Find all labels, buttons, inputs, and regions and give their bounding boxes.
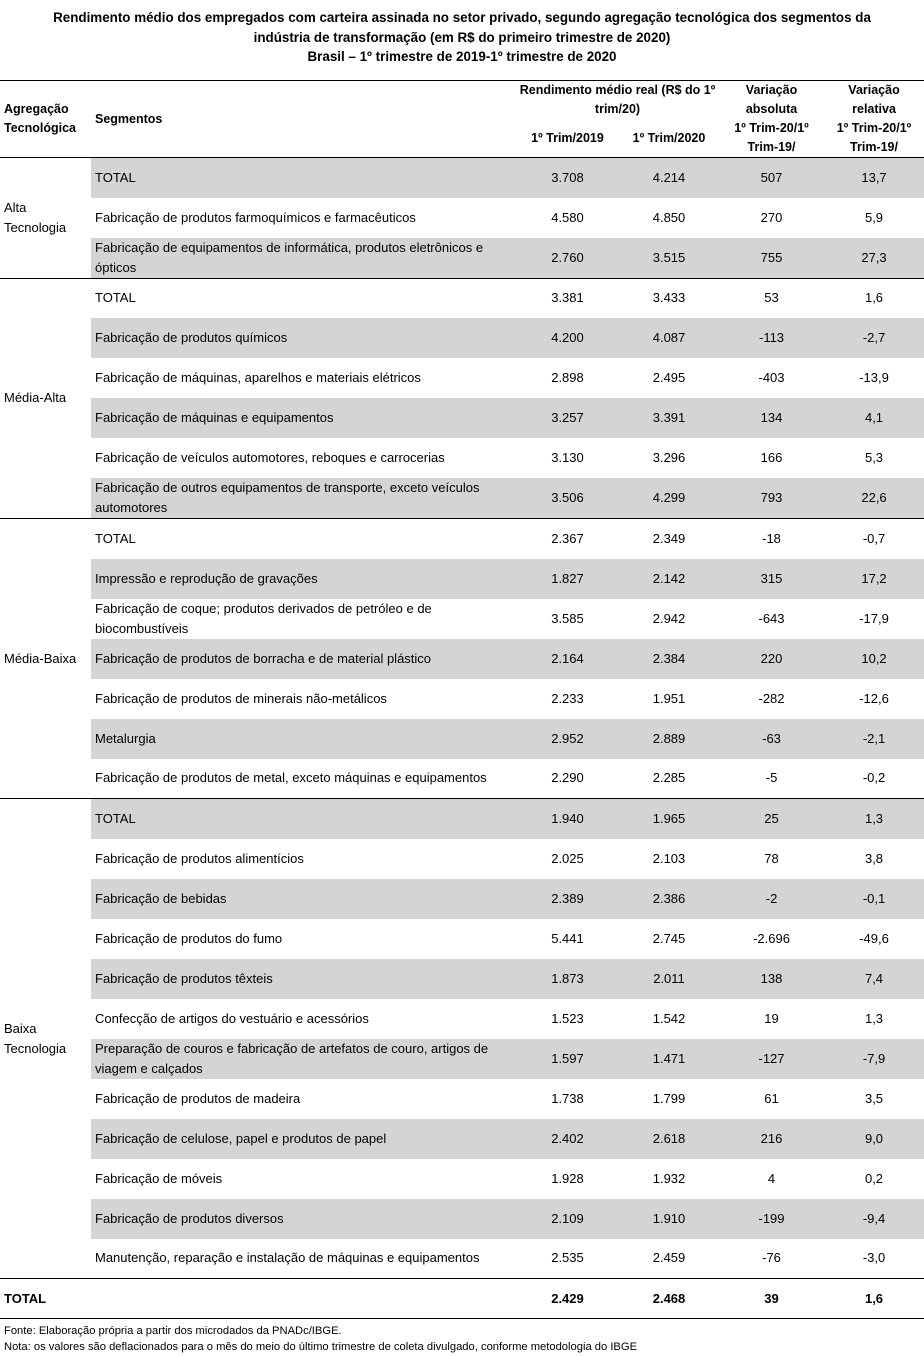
segment-cell: Fabricação de produtos do fumo: [95, 930, 283, 946]
var-abs-cell: 270: [760, 209, 783, 225]
segment-cell: Fabricação de veículos automotores, reboques e carrocerias: [95, 450, 445, 465]
group-total-row: [0, 799, 924, 839]
header-col-2020: 1º Trim/2020: [619, 119, 719, 158]
var-abs-cell: 507: [719, 158, 824, 198]
var-rel-cell: 3,5: [864, 1090, 884, 1106]
value-2020-cell: 4.214: [619, 158, 719, 198]
table-row: [0, 318, 924, 358]
value-2019-cell: 2.952: [516, 719, 619, 759]
segment-cell: Fabricação de produtos de borracha e de material plástico: [91, 639, 516, 679]
var-abs-cell: 53: [719, 278, 824, 318]
value-2020-cell: 3.515: [619, 238, 719, 279]
value-2019-cell: 3.506: [516, 478, 619, 519]
table-row: [0, 879, 924, 919]
var-abs-cell: -63: [719, 719, 824, 759]
value-2020-cell: 2.011: [619, 959, 719, 999]
header-agg: Agregação Tecnológica: [0, 81, 91, 158]
value-2019-cell: 3.708: [516, 158, 619, 198]
table-body: [0, 158, 924, 1319]
group-label: Baixa Tecnologia: [0, 799, 91, 1279]
table-row: [0, 238, 924, 279]
header-var-rel: Variação relativa: [824, 81, 924, 120]
segment-cell: Fabricação de produtos de madeira: [95, 1090, 301, 1106]
table-row: [0, 1159, 924, 1199]
var-abs-cell: -127: [719, 1039, 824, 1079]
segment-cell: Fabricação de celulose, papel e produtos de papel: [91, 1119, 516, 1159]
segment-cell: Fabricação de produtos farmoquímicos e farmacêuticos: [95, 209, 416, 225]
table-row: [0, 398, 924, 438]
var-rel-cell: 4,1: [824, 398, 924, 438]
group-total-row: [0, 158, 924, 198]
title-line-3: Brasil – 1º trimestre de 2019-1º trimestre de 2020: [307, 49, 617, 64]
var-abs-cell: 166: [760, 450, 783, 465]
value-2019-cell: 1.940: [516, 799, 619, 839]
var-abs-cell: -113: [719, 318, 824, 358]
var-rel-cell: 13,7: [824, 158, 924, 198]
var-rel-cell: -12,6: [859, 690, 889, 706]
var-abs-cell: 315: [719, 559, 824, 599]
var-abs-cell: -76: [762, 1250, 781, 1266]
value-2020-cell: 2.384: [619, 639, 719, 679]
var-abs-cell: 134: [719, 398, 824, 438]
group-label: Média-Baixa: [0, 519, 91, 799]
table-row: [0, 1239, 924, 1279]
header-var-abs: Variação absoluta: [719, 81, 824, 120]
table-row: [0, 1039, 924, 1079]
table-row: [0, 559, 924, 599]
var-abs-cell: 216: [719, 1119, 824, 1159]
table-row: [0, 438, 924, 478]
value-2019-cell: 4.200: [516, 318, 619, 358]
value-2020-cell: 2.142: [619, 559, 719, 599]
value-2020-cell: 2.103: [652, 850, 686, 866]
value-2019-cell: 3.257: [516, 398, 619, 438]
value-2019-cell: 4.580: [551, 209, 584, 225]
segment-cell: TOTAL: [91, 799, 516, 839]
var-abs-cell: 220: [719, 639, 824, 679]
table-row: [0, 719, 924, 759]
var-rel-cell: -17,9: [859, 610, 889, 626]
var-rel-cell: 5,9: [864, 209, 884, 225]
segment-cell: Fabricação de produtos têxteis: [91, 959, 516, 999]
group-total-row: [0, 278, 924, 318]
var-rel-cell: -2,7: [824, 318, 924, 358]
segment-cell: Manutenção, reparação e instalação de máquinas e equipamentos: [95, 1250, 480, 1266]
value-2020-cell: 2.386: [619, 879, 719, 919]
value-2020-cell: 2.618: [619, 1119, 719, 1159]
segment-cell: TOTAL: [91, 158, 516, 198]
var-abs-cell: 138: [719, 959, 824, 999]
value-2020-cell: 3.296: [652, 450, 686, 465]
value-2020-cell: 1.932: [652, 1170, 686, 1186]
var-rel-cell: 0,2: [864, 1170, 884, 1186]
segment-cell: Fabricação de equipamentos de informática, produtos eletrônicos e ópticos: [91, 238, 516, 279]
value-2019-cell: 2.164: [516, 639, 619, 679]
group-label: Média-Alta: [0, 278, 91, 519]
value-2019-cell: 1.928: [551, 1170, 584, 1186]
var-abs-cell: -5: [765, 770, 778, 786]
segment-cell: Impressão e reprodução de gravações: [91, 559, 516, 599]
var-rel-cell: -49,6: [859, 930, 889, 946]
table-title: [0, 0, 924, 64]
segment-cell: Fabricação de móveis: [95, 1170, 223, 1186]
value-2020-cell: 2.459: [652, 1250, 686, 1266]
value-2019-cell: 3.381: [516, 278, 619, 318]
grand-total-label: TOTAL: [0, 1279, 516, 1319]
segment-cell: Fabricação de produtos de metal, exceto máquinas e equipamentos: [95, 770, 487, 786]
value-2019-cell: 3.130: [551, 450, 584, 465]
table-row: [0, 839, 924, 879]
value-2019-cell: 2.233: [551, 690, 584, 706]
segment-cell: Confecção de artigos do vestuário e acessórios: [95, 1010, 369, 1026]
var-rel-cell: 3,8: [864, 850, 884, 866]
total-2020-cell: 2.468: [619, 1279, 719, 1319]
var-abs-cell: -2.696: [753, 930, 790, 946]
var-rel-cell: 1,3: [864, 1010, 884, 1026]
header-segments: Segmentos: [91, 81, 516, 158]
title-line-2: indústria de transformação (em R$ do primeiro trimestre de 2020): [253, 29, 671, 45]
value-2020-cell: 4.850: [652, 209, 686, 225]
value-2020-cell: 1.951: [652, 690, 686, 706]
var-rel-cell: 27,3: [824, 238, 924, 279]
segment-cell: Preparação de couros e fabricação de artefatos de couro, artigos de viagem e calçados: [91, 1039, 516, 1079]
var-abs-cell: -199: [719, 1199, 824, 1239]
segment-cell: Fabricação de produtos diversos: [91, 1199, 516, 1239]
var-rel-cell: 7,4: [824, 959, 924, 999]
value-2020-cell: 2.889: [619, 719, 719, 759]
table-row: [0, 679, 924, 719]
var-rel-cell: -0,1: [824, 879, 924, 919]
table-row: [0, 1199, 924, 1239]
var-rel-cell: 1,3: [824, 799, 924, 839]
header-rendimento: Rendimento médio real (R$ do 1º trim/20): [516, 81, 719, 120]
table-row: [0, 999, 924, 1039]
table-row: [0, 599, 924, 639]
var-rel-cell: 5,3: [864, 450, 884, 465]
value-2019-cell: 2.898: [551, 370, 584, 385]
var-rel-cell: -7,9: [824, 1039, 924, 1079]
var-abs-cell: -2: [719, 879, 824, 919]
value-2019-cell: 1.738: [551, 1090, 584, 1106]
segment-cell: Metalurgia: [91, 719, 516, 759]
table-footer: [0, 1324, 924, 1355]
value-2020-cell: 3.433: [619, 278, 719, 318]
group-label: Alta Tecnologia: [0, 158, 91, 279]
source-note: Fonte: Elaboração própria a partir dos microdados da PNADc/IBGE.: [4, 1325, 342, 1337]
table-header: [0, 81, 924, 158]
var-rel-cell: -13,9: [859, 370, 889, 385]
table-row: [0, 478, 924, 519]
segment-cell: Fabricação de bebidas: [91, 879, 516, 919]
var-rel-cell: 9,0: [824, 1119, 924, 1159]
value-2020-cell: 1.542: [652, 1010, 686, 1026]
value-2020-cell: 3.391: [619, 398, 719, 438]
var-abs-cell: 19: [764, 1010, 779, 1026]
value-2019-cell: 2.290: [551, 770, 584, 786]
segment-cell: Fabricação de produtos químicos: [91, 318, 516, 358]
value-2020-cell: 1.965: [619, 799, 719, 839]
table-row: [0, 639, 924, 679]
title-line-1: Rendimento médio dos empregados com carteira assinada no setor privado, segundo agregação tecnológica dos segmentos da: [53, 10, 871, 25]
table-row: [0, 358, 924, 398]
value-2020-cell: 1.471: [619, 1039, 719, 1079]
value-2019-cell: 2.535: [551, 1250, 584, 1266]
header-col-rel-sub: 1º Trim-20/1º Trim-19/: [824, 119, 924, 158]
value-2020-cell: 2.942: [652, 610, 686, 626]
value-2019-cell: 2.760: [516, 238, 619, 279]
var-rel-cell: -3,0: [862, 1250, 886, 1266]
value-2020-cell: 2.495: [652, 370, 686, 385]
var-abs-cell: -403: [758, 370, 785, 385]
segment-cell: Fabricação de produtos alimentícios: [95, 850, 304, 866]
segment-cell: Fabricação de outros equipamentos de transporte, exceto veículos automotores: [91, 478, 516, 519]
segment-cell: Fabricação de máquinas, aparelhos e materiais elétricos: [95, 370, 421, 385]
total-abs-cell: 39: [719, 1279, 824, 1319]
value-2019-cell: 5.441: [551, 930, 584, 946]
segment-cell: TOTAL: [91, 278, 516, 318]
var-abs-cell: 78: [764, 850, 779, 866]
var-abs-cell: -643: [758, 610, 785, 626]
total-rel-cell: 1,6: [824, 1279, 924, 1319]
segment-cell: TOTAL: [91, 519, 516, 559]
total-2019-cell: 2.429: [516, 1279, 619, 1319]
table-row: [0, 919, 924, 959]
var-rel-cell: -9,4: [824, 1199, 924, 1239]
value-2019-cell: 2.389: [516, 879, 619, 919]
segment-cell: Fabricação de coque; produtos derivados de petróleo e de biocombustíveis: [95, 600, 432, 636]
var-abs-cell: 4: [767, 1170, 776, 1186]
var-abs-cell: 61: [764, 1090, 779, 1106]
var-rel-cell: -0,2: [862, 770, 886, 786]
methodology-note: Nota: os valores são deflacionados para o mês do meio do último trimestre de coleta divulgado, conforme metodologia do IBGE: [4, 1340, 638, 1353]
var-abs-cell: 25: [719, 799, 824, 839]
income-table: [0, 80, 924, 1319]
value-2020-cell: 2.349: [619, 519, 719, 559]
value-2019-cell: 3.585: [551, 610, 584, 626]
table-row: [0, 198, 924, 238]
header-col-2019: 1º Trim/2019: [516, 119, 619, 158]
var-rel-cell: 22,6: [824, 478, 924, 519]
value-2019-cell: 1.827: [516, 559, 619, 599]
value-2020-cell: 2.285: [652, 770, 686, 786]
var-rel-cell: 17,2: [824, 559, 924, 599]
var-rel-cell: 1,6: [824, 278, 924, 318]
value-2020-cell: 4.299: [619, 478, 719, 519]
segment-cell: Fabricação de máquinas e equipamentos: [91, 398, 516, 438]
table-row: [0, 1119, 924, 1159]
var-rel-cell: -0,7: [824, 519, 924, 559]
table-row: [0, 959, 924, 999]
value-2019-cell: 2.367: [516, 519, 619, 559]
var-abs-cell: 793: [719, 478, 824, 519]
var-abs-cell: -282: [758, 690, 785, 706]
value-2019-cell: 1.523: [551, 1010, 584, 1026]
grand-total-row: [0, 1279, 924, 1319]
value-2019-cell: 1.597: [516, 1039, 619, 1079]
var-rel-cell: 10,2: [824, 639, 924, 679]
value-2020-cell: 4.087: [619, 318, 719, 358]
value-2019-cell: 2.025: [551, 850, 584, 866]
table-row: [0, 1079, 924, 1119]
value-2020-cell: 2.745: [652, 930, 686, 946]
value-2019-cell: 1.873: [516, 959, 619, 999]
value-2019-cell: 2.402: [516, 1119, 619, 1159]
value-2020-cell: 1.799: [652, 1090, 686, 1106]
var-rel-cell: -2,1: [824, 719, 924, 759]
value-2020-cell: 1.910: [619, 1199, 719, 1239]
value-2019-cell: 2.109: [516, 1199, 619, 1239]
group-total-row: [0, 519, 924, 559]
segment-cell: Fabricação de produtos de minerais não-metálicos: [95, 690, 387, 706]
var-abs-cell: 755: [719, 238, 824, 279]
table-row: [0, 759, 924, 799]
header-col-abs-sub: 1º Trim-20/1º Trim-19/: [719, 119, 824, 158]
var-abs-cell: -18: [719, 519, 824, 559]
